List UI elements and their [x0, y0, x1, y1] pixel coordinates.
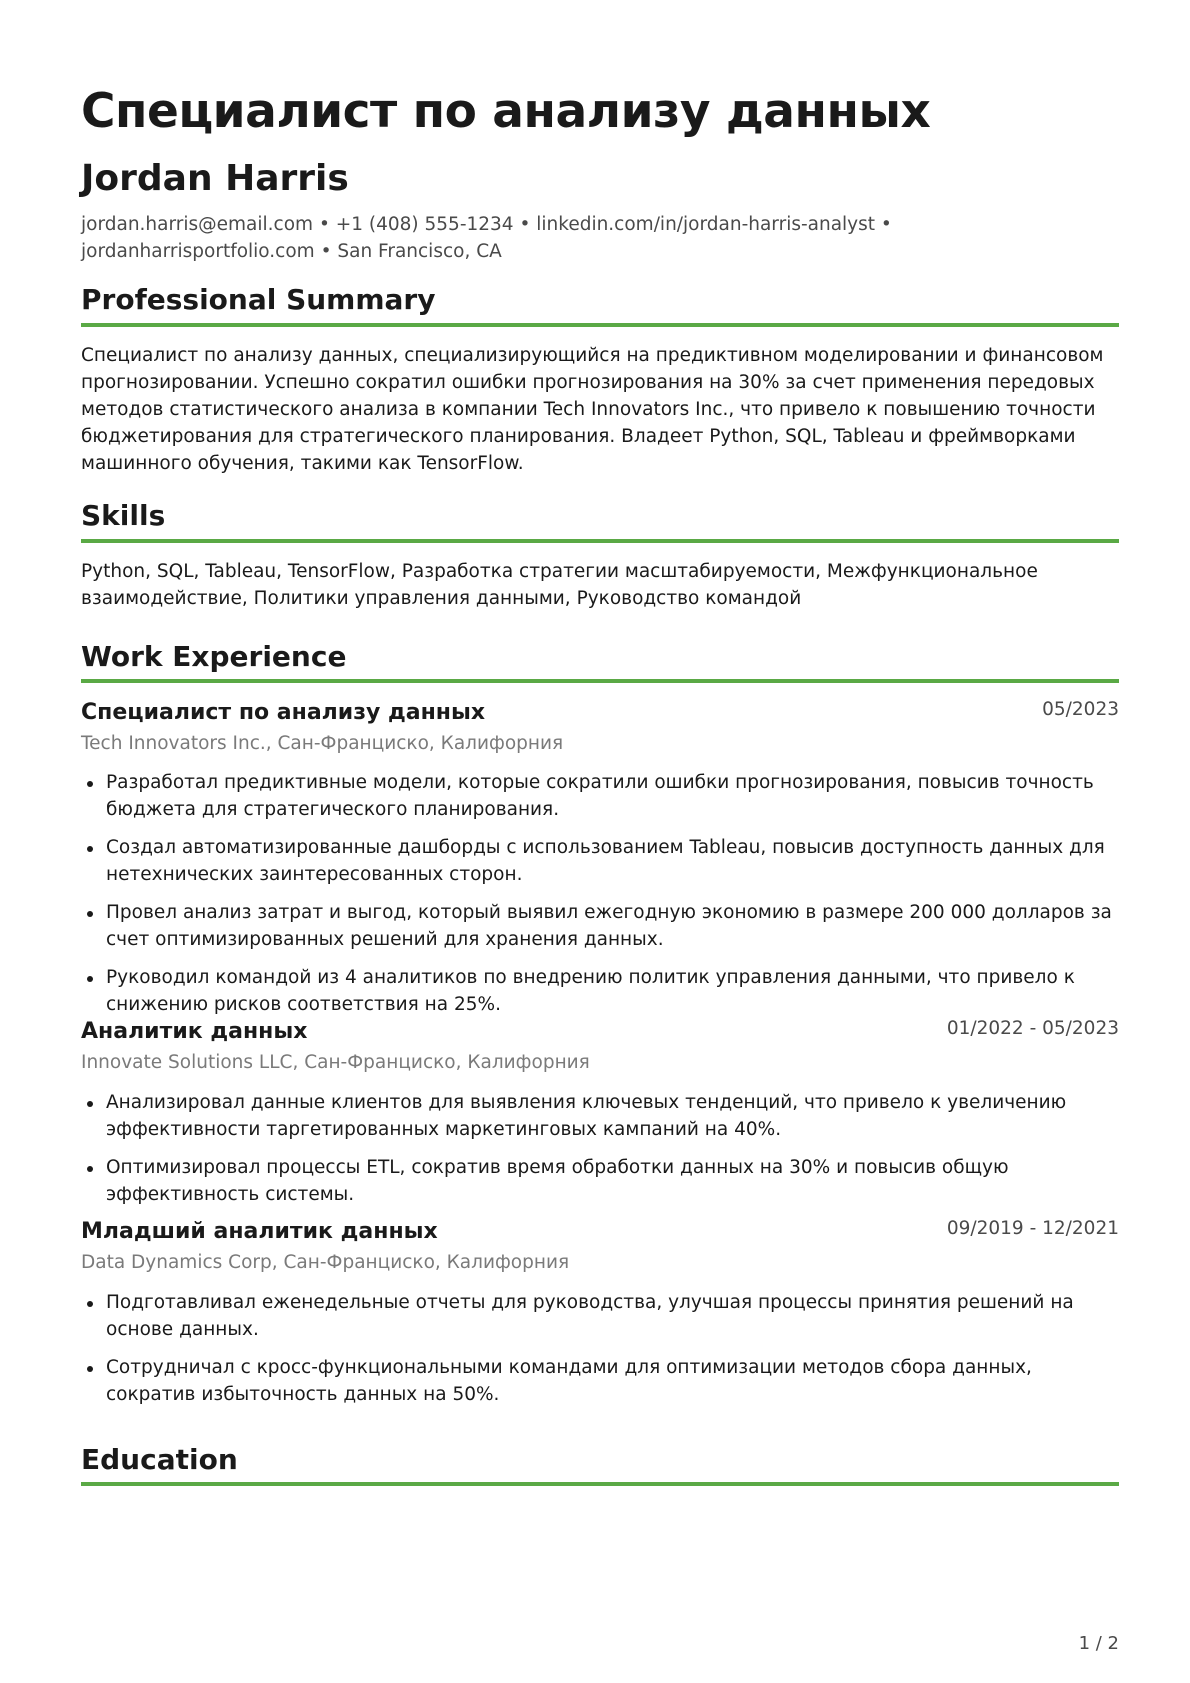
- job-title: Специалист по анализу данных: [81, 700, 486, 725]
- bullet-text: Создал автоматизированные дашборды с использованием Tableau, повысив доступность данных для нетехнических заинтересованных сторон.: [106, 837, 1105, 885]
- education-divider: [81, 1482, 1119, 1486]
- bullet-item: [81, 899, 1121, 953]
- bullet-text: Разработал предиктивные модели, которые сократили ошибки прогнозирования, повысив точность бюджета для стратегического планирования.: [106, 772, 1094, 820]
- bullet-dot-icon: [87, 1366, 93, 1372]
- bullet-dot-icon: [87, 911, 93, 917]
- bullet-dot-icon: [87, 781, 93, 787]
- job-date: 01/2022 - 05/2023: [946, 1018, 1119, 1039]
- job-company: Innovate Solutions LLC, Сан-Франциско, Калифорния: [81, 1052, 590, 1073]
- skills-divider: [81, 539, 1119, 543]
- job-bullets: [81, 1289, 1121, 1419]
- page-number: 1 / 2: [1078, 1633, 1119, 1654]
- candidate-name: Jordan Harris: [81, 158, 349, 199]
- bullet-text: Провел анализ затрат и выгод, который выявил ежегодную экономию в размере 200 000 долларов за счет оптимизированных решений для хранения данных.: [106, 902, 1112, 950]
- bullet-item: [81, 1289, 1121, 1343]
- job-bullets: [81, 1089, 1121, 1219]
- bullet-dot-icon: [87, 1166, 93, 1172]
- bullet-text: Сотрудничал с кросс-функциональными командами для оптимизации методов сбора данных, сократив избыточность данных на 50%.: [106, 1357, 1032, 1405]
- experience-heading: Work Experience: [81, 640, 347, 673]
- bullet-text: Анализировал данные клиентов для выявления ключевых тенденций, что привело к увеличению эффективности таргетированных маркетинговых кампаний на 40%.: [106, 1092, 1067, 1140]
- skills-text: Python, SQL, Tableau, TensorFlow, Разработка стратегии масштабируемости, Межфункциональное взаимодействие, Политики управления данными, Руководство командой: [81, 561, 1038, 609]
- summary-heading: Professional Summary: [81, 283, 436, 316]
- job-title: Аналитик данных: [81, 1019, 308, 1044]
- bullet-text: Подготавливал еженедельные отчеты для руководства, улучшая процессы принятия решений на основе данных.: [106, 1292, 1074, 1340]
- job-company: Tech Innovators Inc., Сан-Франциско, Калифорния: [81, 733, 564, 754]
- bullet-text: Оптимизировал процессы ETL, сократив время обработки данных на 30% и повысив общую эффективность системы.: [106, 1157, 1009, 1205]
- education-heading: Education: [81, 1443, 238, 1476]
- job-title: Младший аналитик данных: [81, 1219, 438, 1244]
- bullet-item: [81, 1089, 1121, 1143]
- summary-divider: [81, 323, 1119, 327]
- bullet-item: [81, 964, 1121, 1018]
- resume-title: Специалист по анализу данных: [81, 84, 931, 139]
- bullet-item: [81, 769, 1121, 823]
- bullet-text: Руководил командой из 4 аналитиков по внедрению политик управления данными, что привело к снижению рисков соответствия на 25%.: [106, 967, 1075, 1015]
- contact-line: jordan.harris@email.com • +1 (408) 555-1234 • linkedin.com/in/jordan-harris-analyst • jordanharrisportfolio.com • San Francisco, CA: [81, 214, 892, 262]
- job-company: Data Dynamics Corp, Сан-Франциско, Калифорния: [81, 1252, 570, 1273]
- bullet-dot-icon: [87, 976, 93, 982]
- bullet-dot-icon: [87, 1101, 93, 1107]
- skills-heading: Skills: [81, 499, 166, 532]
- bullet-dot-icon: [87, 1301, 93, 1307]
- job-date: 05/2023: [1042, 699, 1119, 720]
- job-bullets: [81, 769, 1121, 1029]
- bullet-dot-icon: [87, 846, 93, 852]
- job-date: 09/2019 - 12/2021: [946, 1218, 1119, 1239]
- bullet-item: [81, 1154, 1121, 1208]
- summary-text: Специалист по анализу данных, специализирующийся на предиктивном моделировании и финансовом прогнозировании. Успешно сократил ошибки прогнозирования на 30% за счет применения передовых методов статистического анализа в компании Tech Innovators Inc., что привело к повышению точности бюджетирования для стратегического планирования. Владеет Python, SQL, Tableau и фреймворками машинного обучения, такими как TensorFlow.: [81, 345, 1104, 474]
- bullet-item: [81, 834, 1121, 888]
- bullet-item: [81, 1354, 1121, 1408]
- experience-divider: [81, 679, 1119, 683]
